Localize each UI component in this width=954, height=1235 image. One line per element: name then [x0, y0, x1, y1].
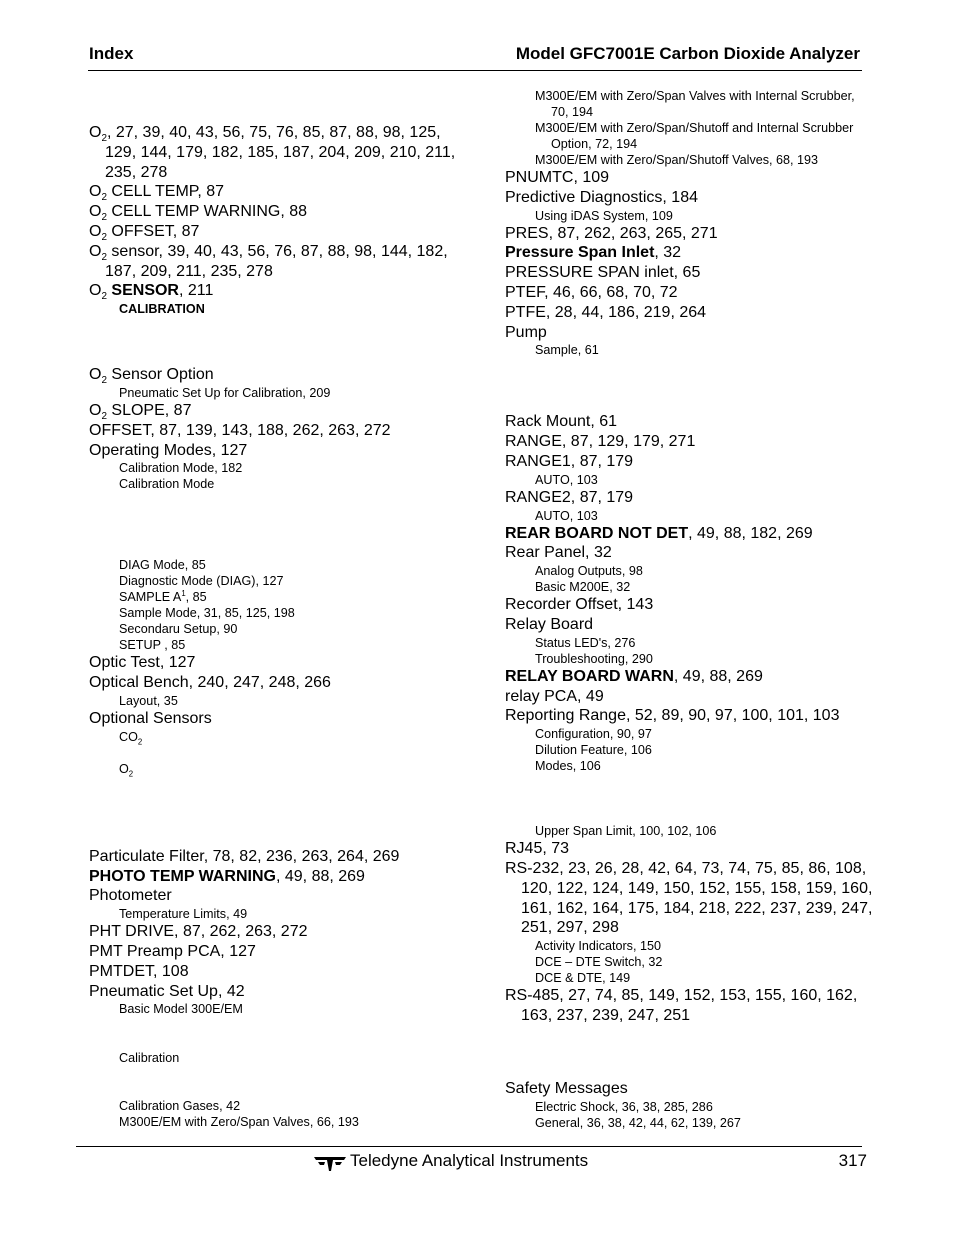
entry-text: , 32	[654, 244, 682, 262]
index-subentry	[104, 605, 469, 621]
entry-prefix: O	[89, 401, 102, 419]
index-subentry	[104, 385, 469, 401]
index-entry	[505, 543, 875, 563]
index-entry	[505, 986, 875, 1026]
entry-text: DCE – DTE Switch, 32	[535, 955, 663, 970]
index-entry	[89, 886, 469, 906]
entry-text: Predictive Diagnostics, 184	[505, 188, 698, 206]
index-entry	[89, 182, 469, 202]
entry-prefix: O	[89, 242, 102, 260]
subscript: 2	[128, 769, 134, 779]
entry-text: Reporting Range, 52, 89, 90, 97, 100, 101, 103	[505, 707, 840, 725]
entry-text: Relay Board	[505, 615, 594, 633]
index-entry	[505, 1079, 875, 1099]
index-subentry	[104, 621, 469, 637]
index-subentry	[520, 120, 875, 152]
header-section-title: Index	[89, 44, 134, 63]
entry-text: RANGE, 87, 129, 179, 271	[505, 433, 696, 451]
entry-text: Optic Test, 127	[89, 654, 196, 672]
entry-prefix: O	[89, 282, 102, 300]
index-entry	[89, 673, 469, 693]
entry-text: OFFSET, 87	[106, 222, 200, 240]
entry-text: PTFE, 28, 44, 186, 219, 264	[505, 303, 707, 321]
entry-text: CELL TEMP WARNING, 88	[106, 203, 308, 221]
index-entry	[89, 982, 469, 1002]
entry-text: OFFSET, 87, 139, 143, 188, 262, 263, 272	[89, 421, 391, 439]
subscript: 2	[101, 133, 107, 145]
entry-text: Sample, 61	[535, 343, 599, 358]
index-entry	[505, 667, 875, 687]
index-entry	[89, 962, 469, 982]
entry-prefix: O	[89, 366, 102, 384]
index-subentry	[104, 1001, 469, 1017]
header-rule	[88, 70, 862, 71]
entry-text: Secondaru Setup, 90	[119, 622, 238, 637]
entry-text-suffix: , 85	[185, 590, 207, 605]
entry-text: RS-485, 27, 74, 85, 149, 152, 153, 155, 160, 162, 163, 237, 239, 247, 251	[505, 987, 858, 1024]
footer-rule	[76, 1146, 862, 1147]
index-entry	[505, 524, 875, 544]
index-entry	[505, 224, 875, 244]
entry-prefix: O	[89, 203, 102, 221]
entry-text: DIAG Mode, 85	[119, 558, 206, 573]
index-entry	[89, 365, 469, 385]
index-subentry	[520, 823, 875, 839]
index-entry	[505, 706, 875, 726]
index-entry	[89, 242, 469, 282]
entry-text: , 49, 88, 269	[275, 867, 365, 885]
index-entry	[505, 243, 875, 263]
entry-text: sensor, 39, 40, 43, 56, 76, 87, 88, 98, 144, 182, 187, 209, 211, 235, 278	[105, 242, 448, 280]
index-entry	[505, 323, 875, 343]
index-subentry	[520, 563, 875, 579]
index-entry	[89, 709, 469, 729]
entry-text: Modes, 106	[535, 759, 601, 774]
entry-text: Optical Bench, 240, 247, 248, 266	[89, 674, 331, 692]
entry-text: DCE & DTE, 149	[535, 971, 631, 986]
subscript: 2	[101, 411, 107, 423]
entry-text: PNUMTC, 109	[505, 169, 610, 186]
entry-text: Rear Panel, 32	[505, 544, 612, 562]
index-entry	[505, 263, 875, 283]
entry-text: Basic Model 300E/EM	[119, 1002, 243, 1017]
entry-text: Temperature Limits, 49	[119, 907, 248, 922]
index-entry	[89, 123, 469, 182]
entry-text: Photometer	[89, 887, 172, 905]
index-entry	[89, 401, 469, 421]
index-subentry	[520, 651, 875, 667]
entry-text: Pneumatic Set Up for Calibration, 209	[119, 385, 331, 400]
entry-text: Optional Sensors	[89, 709, 212, 727]
entry-text: Diagnostic Mode (DIAG), 127	[119, 574, 284, 589]
entry-text: Calibration Gases, 42	[119, 1099, 241, 1114]
subscript: 2	[101, 375, 107, 387]
entry-text: Calibration	[119, 1051, 180, 1066]
bold-term: SENSOR	[106, 282, 179, 300]
entry-text: PMT Preamp PCA, 127	[89, 942, 256, 960]
entry-text: Electric Shock, 36, 38, 285, 286	[535, 1099, 713, 1114]
entry-text: RJ45, 73	[505, 840, 570, 858]
entry-text: PTEF, 46, 66, 68, 70, 72	[505, 283, 678, 301]
subscript: 2	[101, 291, 107, 303]
index-subentry	[520, 88, 875, 120]
index-subentry	[104, 301, 469, 317]
entry-prefix: O	[89, 124, 102, 141]
index-subentry	[104, 761, 469, 777]
entry-text: Sensor Option	[106, 366, 214, 384]
index-subentry	[520, 970, 875, 986]
index-entry	[89, 653, 469, 673]
bold-term: RELAY BOARD WARN	[505, 667, 674, 685]
index-subentry	[520, 635, 875, 651]
index-subentry	[104, 557, 469, 573]
entry-text: Pump	[505, 323, 547, 341]
index-subentry	[104, 693, 469, 709]
entry-text: Calibration Mode, 182	[119, 461, 243, 476]
index-entry	[89, 441, 469, 461]
index-subentry	[520, 208, 875, 224]
entry-text: CELL TEMP, 87	[106, 183, 225, 201]
index-subentry	[520, 472, 875, 488]
subscript: 2	[101, 251, 107, 263]
subscript: 2	[101, 212, 107, 224]
index-entry	[505, 488, 875, 508]
index-subentry	[520, 342, 875, 358]
entry-text: Sample Mode, 31, 85, 125, 198	[119, 606, 295, 621]
index-entry	[89, 922, 469, 942]
entry-text: Calibration Mode	[119, 477, 215, 492]
subscript: 2	[137, 737, 143, 747]
index-entry	[505, 303, 875, 323]
index-subentry	[520, 726, 875, 742]
index-entry	[505, 168, 875, 188]
entry-text: M300E/EM with Zero/Span Valves with Internal Scrubber, 70, 194	[535, 89, 855, 119]
entry-prefix: CO	[119, 729, 138, 744]
header-document-title: Model GFC7001E Carbon Dioxide Analyzer	[515, 44, 860, 63]
index-entry	[505, 283, 875, 303]
index-column-right	[505, 88, 875, 1131]
index-entry	[89, 281, 469, 301]
index-subentry	[104, 589, 469, 605]
entry-text: RANGE1, 87, 179	[505, 452, 634, 470]
entry-text: SETUP , 85	[119, 638, 186, 653]
entry-text: Recorder Offset, 143	[505, 596, 654, 614]
index-entry	[89, 202, 469, 222]
index-entry	[505, 412, 875, 432]
index-entry	[505, 595, 875, 615]
superscript: 1	[181, 589, 186, 599]
index-entry	[505, 615, 875, 635]
entry-text: , 49, 88, 269	[673, 667, 763, 685]
entry-text: RS-232, 23, 26, 28, 42, 64, 73, 74, 75, 85, 86, 108, 120, 122, 124, 149, 150, 152, 155, 158, 159, 160, 161, 162, 164, 175, 184, 218, 222, 237, 239, 247, 251, 297, 298	[505, 859, 873, 937]
bold-term: CALIBRATION	[119, 302, 205, 317]
entry-text: RANGE2, 87, 179	[505, 488, 634, 506]
bold-term: PHOTO TEMP WARNING	[89, 867, 276, 885]
entry-text: relay PCA, 49	[505, 687, 604, 705]
entry-text: PRESSURE SPAN inlet, 65	[505, 264, 701, 282]
entry-text: Upper Span Limit, 100, 102, 106	[535, 824, 717, 839]
entry-text: PRES, 87, 262, 263, 265, 271	[505, 224, 718, 242]
entry-text: Operating Modes, 127	[89, 441, 248, 459]
subscript: 2	[101, 192, 107, 204]
entry-text: PMTDET, 108	[89, 962, 189, 980]
page-number: 317	[838, 1151, 867, 1170]
entry-text: PHT DRIVE, 87, 262, 263, 272	[89, 923, 308, 941]
entry-text: AUTO, 103	[535, 472, 598, 487]
index-entry	[505, 687, 875, 707]
page-footer	[0, 1151, 954, 1175]
entry-text: , 49, 88, 182, 269	[688, 524, 813, 542]
entry-text: AUTO, 103	[535, 508, 598, 523]
entry-text: , 27, 39, 40, 43, 56, 75, 76, 85, 87, 88, 98, 125, 129, 144, 179, 182, 185, 187, 204, 209, 210, 211, 235, 278	[105, 124, 456, 181]
index-entry	[89, 222, 469, 242]
index-subentry	[520, 758, 875, 774]
index-entry	[505, 859, 875, 938]
index-subentry	[104, 637, 469, 653]
entry-text: Safety Messages	[505, 1079, 628, 1097]
entry-text: Rack Mount, 61	[505, 413, 618, 431]
index-subentry	[104, 729, 469, 745]
entry-text: SLOPE, 87	[106, 401, 192, 419]
index-entry	[89, 847, 469, 867]
entry-prefix: O	[89, 222, 102, 240]
subscript: 2	[101, 232, 107, 244]
index-subentry	[520, 1115, 875, 1131]
index-subentry	[520, 579, 875, 595]
entry-text: Configuration, 90, 97	[535, 727, 652, 742]
index-entry	[89, 942, 469, 962]
index-entry	[505, 432, 875, 452]
entry-text: M300E/EM with Zero/Span Valves, 66, 193	[119, 1115, 359, 1130]
entry-text: M300E/EM with Zero/Span/Shutoff and Internal Scrubber Option, 72, 194	[535, 121, 854, 151]
index-subentry	[104, 1050, 469, 1066]
index-subentry	[104, 1114, 469, 1130]
entry-text: , 211	[178, 282, 214, 300]
entry-text: Basic M200E, 32	[535, 580, 631, 595]
entry-text: Layout, 35	[119, 693, 178, 708]
index-subentry	[520, 1099, 875, 1115]
index-subentry	[104, 460, 469, 476]
bold-term: REAR BOARD NOT DET	[505, 524, 689, 542]
entry-text: SAMPLE A	[119, 590, 182, 605]
entry-prefix: O	[89, 183, 102, 201]
footer-company: Teledyne Analytical Instruments	[350, 1151, 589, 1170]
index-entry	[505, 452, 875, 472]
bold-term: Pressure Span Inlet	[505, 244, 655, 262]
index-subentry	[104, 476, 469, 492]
index-subentry	[520, 508, 875, 524]
entry-text: M300E/EM with Zero/Span/Shutoff Valves, 68, 193	[535, 153, 819, 167]
index-subentry	[104, 573, 469, 589]
index-column-left	[89, 123, 469, 1130]
index-subentry	[104, 906, 469, 922]
entry-text: Analog Outputs, 98	[535, 564, 643, 579]
index-entry	[505, 839, 875, 859]
entry-text: General, 36, 38, 42, 44, 62, 139, 267	[535, 1115, 741, 1130]
entry-text: Activity Indicators, 150	[535, 939, 661, 954]
index-subentry	[520, 938, 875, 954]
entry-text: Particulate Filter, 78, 82, 236, 263, 264, 269	[89, 847, 400, 865]
entry-text: Using iDAS System, 109	[535, 208, 673, 223]
index-subentry	[520, 152, 875, 168]
entry-prefix: O	[119, 761, 129, 776]
teledyne-logo-icon	[313, 1154, 347, 1172]
index-subentry	[520, 954, 875, 970]
index-entry	[89, 867, 469, 887]
entry-text: Status LED's, 276	[535, 635, 636, 650]
entry-text: Pneumatic Set Up, 42	[89, 982, 245, 1000]
index-entry	[505, 188, 875, 208]
entry-text: Dilution Feature, 106	[535, 743, 652, 758]
index-subentry	[520, 742, 875, 758]
index-subentry	[104, 1098, 469, 1114]
index-entry	[89, 421, 469, 441]
entry-text: Troubleshooting, 290	[535, 651, 653, 666]
